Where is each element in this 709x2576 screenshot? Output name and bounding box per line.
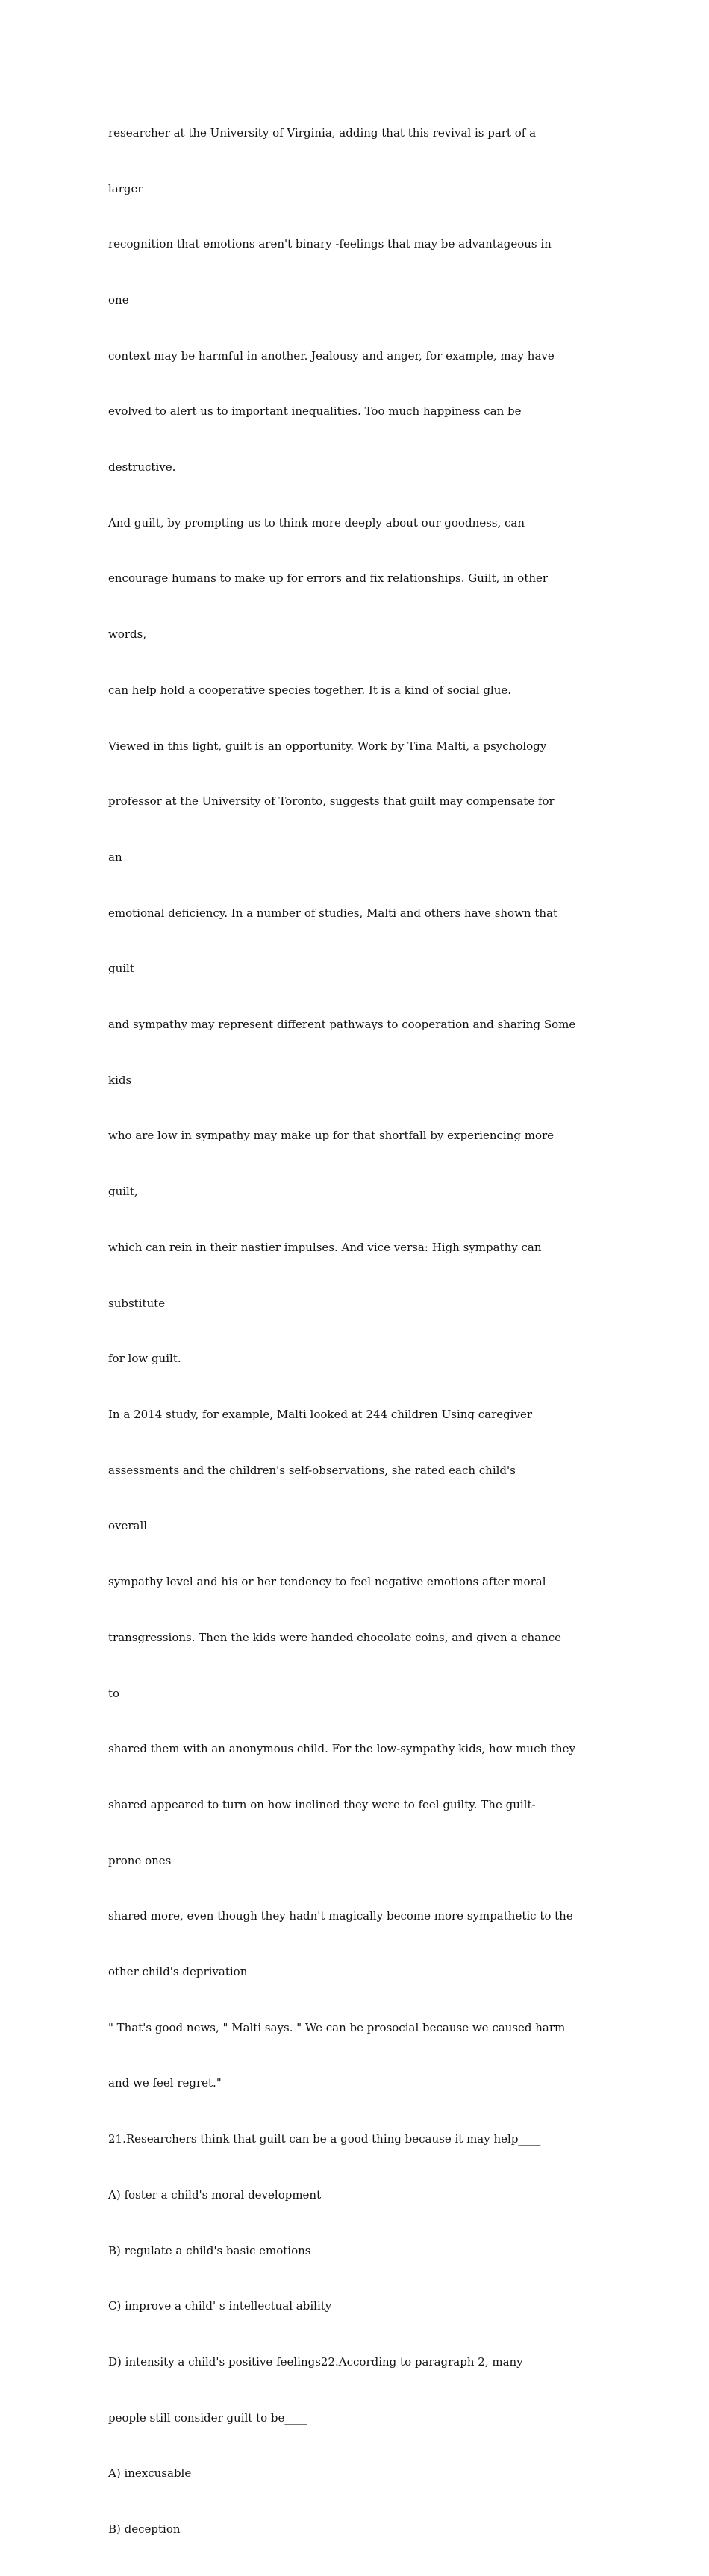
text-line: sympathy level and his or her tendency to feel negative emotions after moral [108,1575,546,1589]
text-line: an [108,850,122,864]
text-line: shared appeared to turn on how inclined they were to feel guilty. The guilt- [108,1797,536,1811]
text-line: " That's good news, " Malti says. " We can be prosocial because we caused harm [108,2020,566,2034]
question-22-stem: people still consider guilt to be____ [108,2410,307,2425]
text-line: overall [108,1519,148,1533]
question-21-option-d: D) intensity a child's positive feelings22.According to paragraph 2, many [108,2354,523,2369]
text-line: Viewed in this light, guilt is an opportunity. Work by Tina Malti, a psychology [108,739,547,753]
question-21-option-b: B) regulate a child's basic emotions [108,2243,311,2257]
text-line: who are low in sympathy may make up for that shortfall by experiencing more [108,1129,555,1143]
text-line: evolved to alert us to important inequalities. Too much happiness can be [108,404,522,419]
text-line: substitute [108,1296,166,1310]
text-line: assessments and the children's self-observations, she rated each child's [108,1463,516,1477]
text-line: guilt, [108,1185,138,1199]
text-line: encourage humans to make up for errors and fix relationships. Guilt, in other [108,571,549,586]
question-21-stem: 21.Researchers think that guilt can be a good thing because it may help____ [108,2132,541,2146]
text-line: one [108,292,129,307]
text-line: In a 2014 study, for example, Malti looked at 244 children Using caregiver [108,1407,533,1421]
question-21-option-a: A) foster a child's moral development [108,2187,322,2201]
text-line: context may be harmful in another. Jealousy and anger, for example, may have [108,348,555,363]
text-line: to [108,1686,120,1700]
text-line: guilt [108,962,134,976]
text-line: destructive. [108,460,176,474]
text-line: shared them with an anonymous child. For the low-sympathy kids, how much they [108,1742,575,1756]
text-line: And guilt, by prompting us to think more deeply about our goodness, can [108,515,525,530]
text-line: emotional deficiency. In a number of studies, Malti and others have shown that [108,906,558,920]
text-line: researcher at the University of Virginia, adding that this revival is part of a [108,125,537,140]
text-line: other child's deprivation [108,1965,248,1979]
text-line: prone ones [108,1853,172,1867]
text-line: transgressions. Then the kids were handed chocolate coins, and given a chance [108,1630,562,1644]
question-22-option-b: B) deception [108,2522,181,2536]
text-line: words, [108,627,147,642]
text-line: professor at the University of Toronto, suggests that guilt may compensate for [108,795,555,809]
text-line: and we feel regret." [108,2076,222,2090]
text-line: which can rein in their nastier impulses. And vice versa: High sympathy can [108,1240,542,1254]
text-line: kids [108,1073,132,1087]
document-text [108,87,616,2576]
text-line: shared more, even though they hadn't magically become more sympathetic to the [108,1909,573,1923]
question-21-option-c: C) improve a child' s intellectual ability [108,2299,332,2313]
text-line: larger [108,181,143,195]
question-22-option-a: A) inexcusable [108,2466,192,2481]
text-line: and sympathy may represent different pathways to cooperation and sharing Some [108,1018,576,1032]
text-line: can help hold a cooperative species together. It is a kind of social glue. [108,683,512,697]
text-line: recognition that emotions aren't binary -feelings that may be advantageous in [108,237,552,251]
text-line: for low guilt. [108,1352,181,1366]
